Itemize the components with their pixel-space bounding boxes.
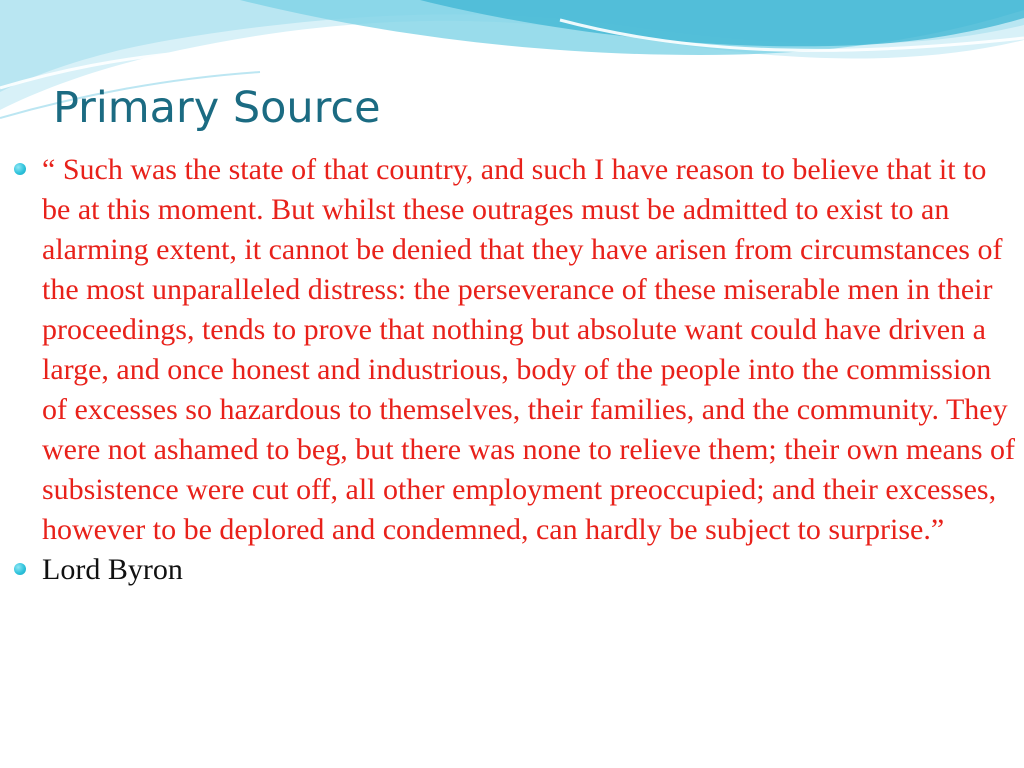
author-text: Lord Byron	[42, 553, 183, 586]
slide-title: Primary Source	[53, 83, 381, 133]
bullet-item-author	[14, 550, 1020, 590]
bullet-list	[14, 150, 1020, 590]
bullet-dot-icon	[14, 163, 26, 175]
quote-text: “ Such was the state of that country, and such I have reason to believe that it to be at this moment. But whilst these outrages must be admitted to exist to an alarming extent, it cannot be denied that they have arisen from circumstances of the most unparalleled distress: the perseverance of these miserable men in their proceedings, tends to prove that nothing but absolute want could have driven a large, and once honest and industrious, body of the people into the commission of excesses so hazardous to themselves, their families, and the community. They were not ashamed to beg, but there was none to relieve them; their own means of subsistence were cut off, all other employment preoccupied; and their excesses, however to be deplored and condemned, can hardly be subject to surprise.”	[42, 153, 1016, 546]
bullet-item-quote	[14, 150, 1020, 550]
content-area	[14, 150, 1020, 590]
bullet-dot-icon	[14, 563, 26, 575]
